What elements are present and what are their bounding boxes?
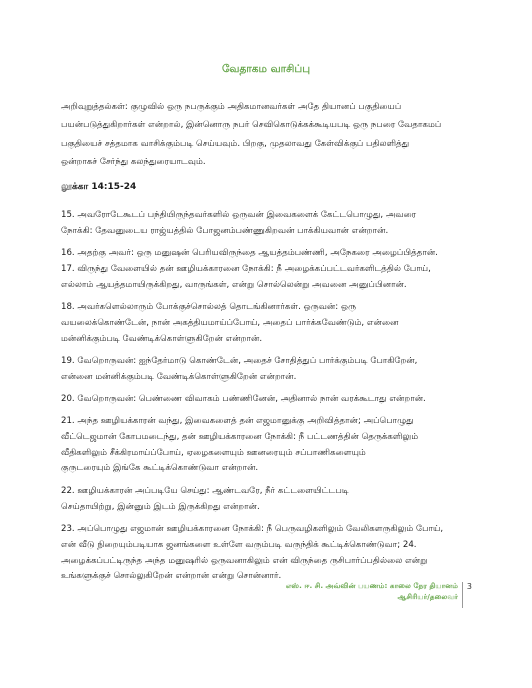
verse-block-23-24 (61, 522, 481, 585)
intro-line: பயன்படுத்துகிறார்கள் என்றால், இன்னொரு நபர் செவிகொடுக்கக்கூடியபடி ஒரு நபரை வேதாகமப் (61, 120, 442, 131)
verse-line: 18. அவர்களெல்லாரும் போக்குச்சொல்லத் தொடங்கினார்கள். ஒருவன்: ஒரு (61, 302, 357, 312)
verse-line: வயலைக்கொண்டேன், நான் அகத்தியமாய்ப்போய், அதைப் பார்க்கவேண்டும், என்னை (61, 317, 399, 328)
verse-line: 20. வேறொருவன்: பெண்ணை விவாகம் பண்ணினேன், அதினால் நான் வரக்கூடாது என்றான். (61, 394, 426, 404)
verse-line: என்னை மன்னிக்கும்படி வேண்டிக்கொள்ளுகிறேன் என்றான். (61, 371, 297, 382)
verse-block-19 (61, 354, 481, 386)
verse-line: 19. வேறொருவன்: ஐந்தேர்மாடு கொண்டேன், அதைச் சோதித்துப் பார்க்கும்படி போகிறேன், (61, 356, 418, 366)
verse-block-21 (61, 414, 481, 477)
intro-line: ஒன்றாகச் சேர்ந்து கலந்துரையாடவும். (61, 156, 206, 167)
verse-line: 15. அவரோடேகூடப் பந்தியிருந்தவர்களில் ஒருவன் இவைகளைக் கேட்டபொழுது, அவரை (61, 210, 417, 220)
verse-line: எல்லாம் ஆயத்தமாயிருக்கிறது, வாருங்கள், என்று சொல்லென்று அவனை அனுப்பினான். (61, 279, 407, 290)
intro-line: பகுதியைச் சத்தமாக வாசிக்கும்படி செய்யவும். பிறகு, முதலாவது கேள்விக்குப் பதிலளித்து (61, 138, 410, 149)
verse-line: செய்தாயிற்று, இன்னும் இடம் இருக்கிறது என்றான். (61, 501, 260, 512)
footer-text (286, 580, 458, 602)
footer-title: எஸ். ஈ. சி. அவ்வின் பயணம்: காலை நேர தியானம் (285, 581, 458, 590)
verse-line: உங்களுக்குச் சொல்லுகிறேன் என்றான் என்று சொன்னார். (61, 571, 282, 582)
verse-line: 23. அப்பொழுது எஜமான் ஊழியக்காரனை நோக்கி: நீ பெருவழிகளிலும் வேலிகளருகிலும் போய், (61, 524, 444, 534)
footer-divider (462, 582, 463, 608)
scripture-reference: லூக்கா 14:15-24 (61, 182, 137, 192)
verse-block-16-17 (61, 246, 481, 293)
intro-line: அறிவுறுத்தல்கள்: குழுவில் ஒரு நபருக்கும் அதிகமானவர்கள் அதே தியானப் பகுதியைப் (61, 102, 402, 112)
verse-block-15 (61, 208, 481, 240)
verse-line: என் வீடு நிறையும்படியாக ஜனங்களை உள்ளே வரும்படி வருந்திக் கூட்டிக்கொண்டுவா; 24. (61, 539, 417, 550)
verse-line: 17. விருந்து வேளையில் தன் ஊழியக்காரனை நோக்கி: நீ அழைக்கப்பட்டவர்களிடத்தில் போய், (61, 263, 431, 274)
verse-line: அழைக்கப்பட்டிருந்த அந்த மனுஷரில் ஒருவனாகிலும் என் விருந்தை ருசிபார்ப்பதில்லை என்று (61, 555, 428, 566)
verse-line: நோக்கி: தேவனுடைய ராஜ்யத்தில் போஜனம்பண்ணுகிறவன் பாக்கியவான் என்றான். (61, 225, 389, 236)
verse-line: வீதிகளிலும் சீக்கிரமாய்ப்போய், ஏழைகளையும் ஊனரையும் சப்பாணிகளையும் (61, 447, 366, 458)
verse-block-22 (61, 484, 481, 516)
footer-subtitle: ஆசிரியர்/தலைவர் (397, 592, 458, 601)
verse-line: 16. அதற்கு அவர்: ஒரு மனுஷன் பெரியவிருந்தை ஆயத்தம்பண்ணி, அநேகரை அழைப்பித்தான். (61, 248, 438, 258)
verse-line: குருடரையும் இங்கே கூட்டிக்கொண்டுவா என்றான். (61, 463, 259, 474)
verse-block-18 (61, 300, 481, 347)
verse-line: வீட்டெஜமான் கோபமடைந்து, தன் ஊழியக்காரனை நோக்கி: நீ பட்டணத்தின் தெருக்களிலும் (61, 431, 419, 442)
instructions-paragraph (61, 98, 473, 171)
verse-line: 21. அந்த ஊழியக்காரன் வந்து, இவைகளைத் தன் எஜமானுக்கு அறிவித்தான்; அப்பொழுது (61, 416, 414, 426)
page-footer (212, 580, 472, 612)
section-title: வேதாகம வாசிப்பு (221, 63, 311, 75)
page-number: 3 (466, 582, 472, 591)
verse-line: 22. ஊழியக்காரன் அப்படியே செய்து: ஆண்டவரே, நீர் கட்டளையிட்டபடி (61, 486, 349, 496)
verse-line: மன்னிக்கும்படி வேண்டிக்கொள்ளுகிறேன் என்றான். (61, 333, 263, 344)
verse-block-20 (61, 392, 481, 408)
